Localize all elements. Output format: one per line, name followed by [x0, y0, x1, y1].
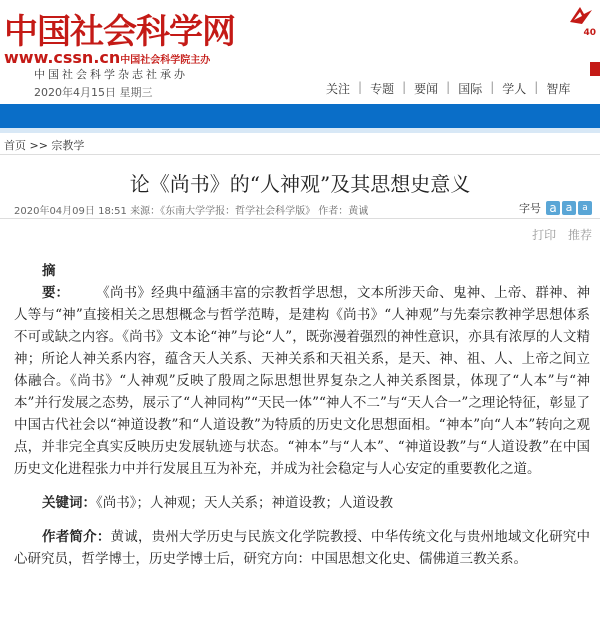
nav-item-thinktank[interactable]: 智库 — [546, 82, 571, 96]
font-small-button[interactable]: a — [578, 201, 592, 215]
sub-nav-strip — [0, 128, 600, 133]
print-link[interactable]: 打印 — [532, 228, 557, 242]
nav-item-follow[interactable]: 关注 — [326, 82, 351, 96]
font-size-controls — [519, 200, 592, 216]
site-header — [0, 0, 600, 104]
author-text: 黄诚，贵州大学历史与民族文化学院教授、中华传统文化与贵州地域文化研究中心研究员，哲学博士，历史学博士后，研究方向：中国思想文化史、儒佛道三教关系。 — [14, 529, 591, 567]
font-size-label: 字号 — [519, 202, 541, 215]
current-date: 2020年4月15日 星期三 — [34, 86, 153, 99]
abstract-paragraph — [14, 260, 590, 480]
keywords-paragraph — [14, 492, 590, 514]
anniversary-text: 40 — [583, 28, 596, 38]
font-large-button[interactable]: a — [546, 201, 560, 215]
site-url[interactable] — [4, 48, 210, 67]
keywords-label: 关键词： — [42, 495, 96, 511]
article-body — [14, 260, 590, 582]
nav-item-international[interactable]: 国际 — [458, 82, 483, 96]
nav-item-scholars[interactable]: 学人 — [502, 82, 527, 96]
nav-item-news[interactable]: 要闻 — [414, 82, 439, 96]
nav-separator: | — [490, 80, 495, 94]
anniversary-logo-icon — [568, 4, 594, 26]
url-text: www.cssn.cn — [4, 48, 121, 67]
author-label: 作者简介： — [42, 529, 111, 545]
abstract-label: 摘 要： — [42, 263, 83, 301]
site-logo[interactable]: 中国社会科学网 — [4, 12, 235, 52]
keywords-text: 《尚书》；人神观；天人关系；神道设教；人道设教 — [96, 495, 393, 511]
top-nav — [318, 80, 578, 97]
font-medium-button[interactable]: a — [562, 201, 576, 215]
site-subtitle: 中国社会科学杂志社承办 — [34, 68, 188, 81]
breadcrumb[interactable]: 首页 >> 宗教学 — [4, 139, 85, 152]
url-note: 中国社会科学院主办 — [120, 55, 211, 66]
nav-edge-mark — [590, 62, 600, 76]
divider — [0, 154, 600, 155]
divider — [0, 218, 600, 219]
recommend-link[interactable]: 推荐 — [567, 228, 592, 242]
article-title: 论《尚书》的“人神观”及其思想史意义 — [129, 172, 471, 196]
nav-separator: | — [358, 80, 363, 94]
nav-separator: | — [446, 80, 451, 94]
nav-item-topics[interactable]: 专题 — [370, 82, 395, 96]
main-nav-bar — [0, 104, 600, 128]
author-paragraph — [14, 526, 590, 570]
nav-separator: | — [402, 80, 407, 94]
nav-separator: | — [534, 80, 539, 94]
abstract-text: 《尚书》经典中蕴涵丰富的宗教哲学思想，文本所涉天命、鬼神、上帝、群神、神人等与“神”直接相关之思想概念与哲学范畴，是建构《尚书》“人神观”与先秦宗教神学思想体系不可或缺之内容。《尚书》文本论“神”与论“人”，既弥漫着强烈的神性意识，亦具有浓厚的人文精神；所论人神关系内容，蕴含天人关系、天神关系和天祖关系，是天、神、祖、人、上帝之间立体融合。《尚书》“人神观”反映了殷周之际思想世界复杂之人神关系图景，体现了“人本”与“神本”并行发展之态势，展示了“人神同构”“天民一体”“神人不二”与“天人合一”之理论特征，彰显了中国古代社会以“神道设教”和“人道设教”为特质的历史文化思想面相。“神本”向“人本”转向之观点，并非完全真实反映历史发展轨迹与状态。“神本”与“人本”、“神道设教”与“人道设教”在中国历史文化进程张力中并行发展且互为补充，并成为社会稳定与人心安定的重要教化之道。 — [14, 285, 590, 477]
article-tools — [524, 226, 592, 243]
article-meta: 2020年04月09日 18:51 来源：《东南大学学报：哲学社会科学版》 作者：黄诚 — [14, 206, 369, 217]
